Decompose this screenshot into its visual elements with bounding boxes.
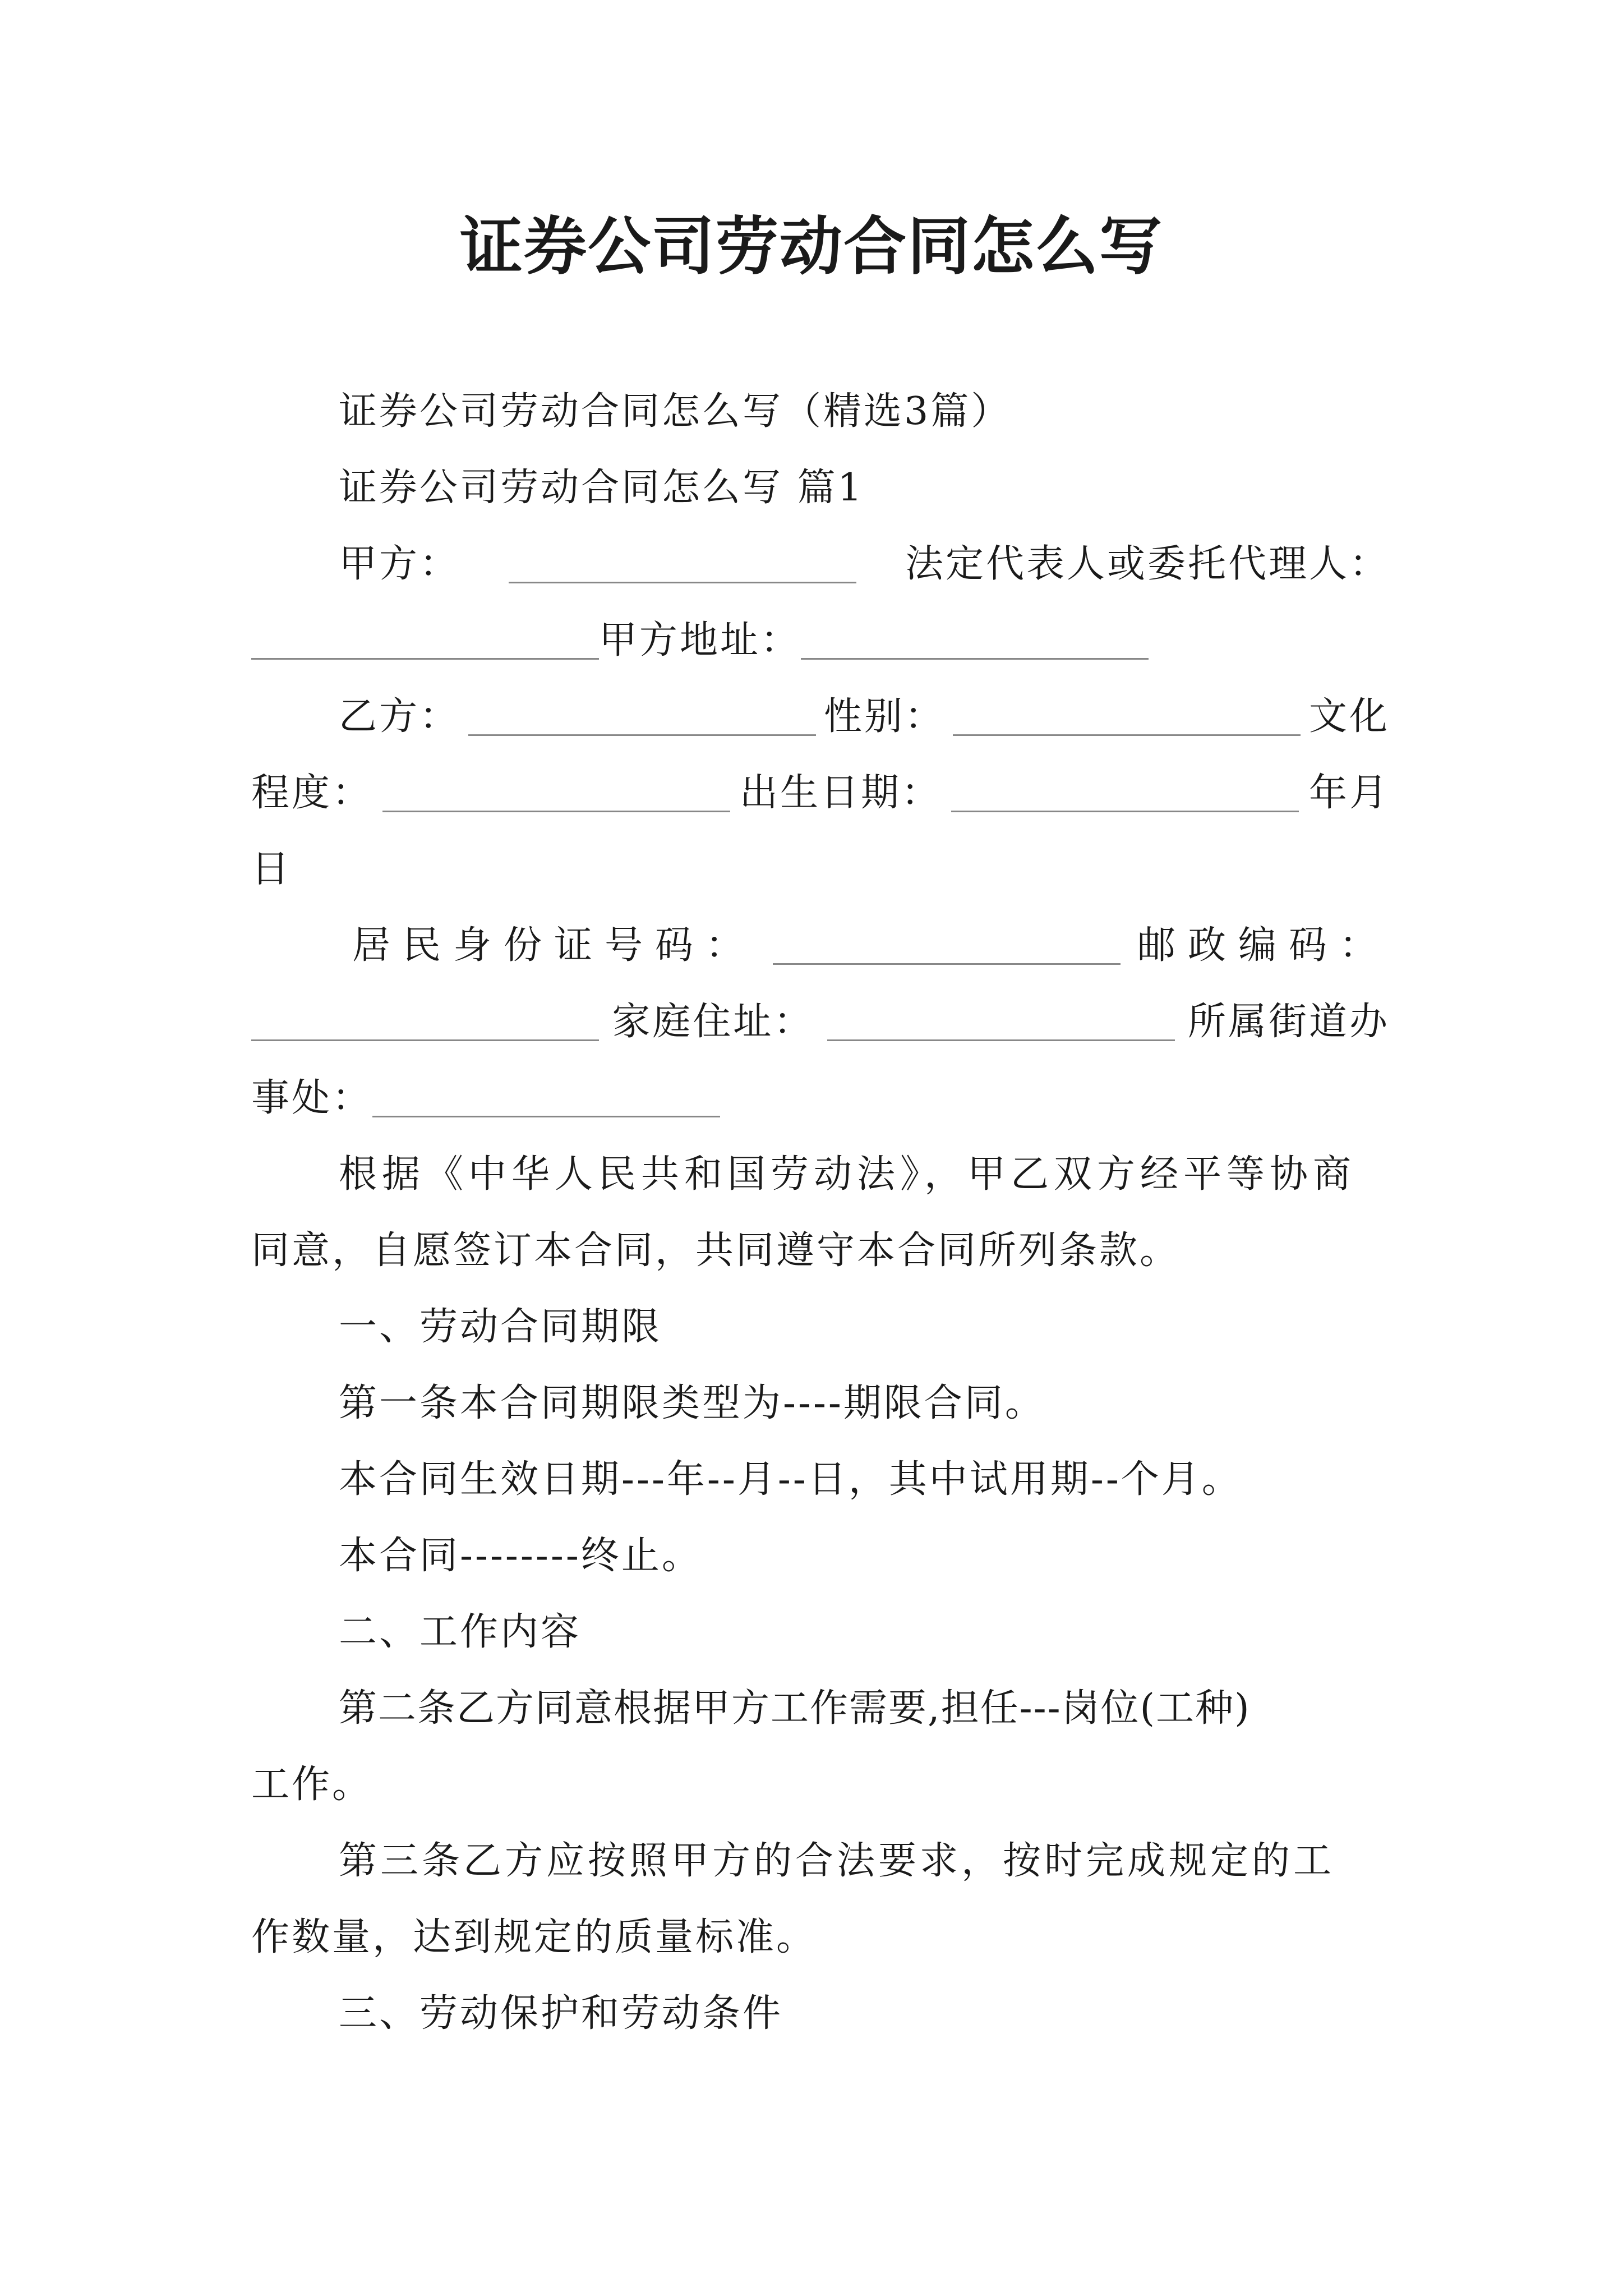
subtitle: 证券公司劳动合同怎么写（精选3篇） [339,389,1012,434]
section-heading: 一、劳动合同期限 [339,1305,662,1349]
postcode-blank[interactable] [251,1006,599,1041]
gender-blank[interactable] [953,701,1301,736]
day-line: 日 [251,847,292,891]
paragraph-line: 本合同生效日期---年--月--日，其中试用期--个月。 [339,1457,1242,1502]
home-address-line [251,1000,1390,1044]
party-a-label: 甲方： [339,542,460,586]
party-a-address-blank[interactable] [801,624,1149,660]
party-a-blank[interactable] [509,548,856,583]
id-number-blank[interactable] [773,930,1121,965]
paragraph-line: 根据《中华人民共和国劳动法》，甲乙双方经平等协商 [339,1152,1357,1197]
id-number-line [352,923,1390,968]
street-office-label-part1: 所属街道办 [1187,1000,1390,1044]
section-heading: 二、工作内容 [339,1610,582,1654]
paragraph-line: 第二条乙方同意根据甲方工作需要,担任---岗位(工种) [339,1686,1251,1731]
street-office-blank[interactable] [372,1082,720,1117]
paragraph-line: 同意，自愿签订本合同，共同遵守本合同所列条款。 [251,1228,1181,1273]
gender-label: 性别： [823,694,945,739]
paragraph-line: 第一条本合同期限类型为----期限合同。 [339,1381,1045,1425]
year-month-label: 年月 [1308,771,1390,815]
birth-date-label: 出生日期： [739,771,942,815]
section-heading: 三、劳动保护和劳动条件 [339,1991,783,2036]
education-blank[interactable] [382,777,730,812]
street-office-label-part2: 事处： [251,1076,373,1120]
paragraph-line: 第三条乙方应按照甲方的合法要求，按时完成规定的工 [339,1839,1335,1883]
party-b-line [339,694,1390,739]
education-birth-line [251,771,1390,815]
home-address-blank[interactable] [827,1006,1175,1041]
party-a-rep-label: 法定代表人或委托代理人： [905,542,1390,586]
education-label-part1: 文化 [1308,694,1390,739]
party-b-label: 乙方： [339,694,460,739]
paragraph-line: 本合同--------终止。 [339,1534,702,1578]
paragraph-line: 工作。 [251,1763,373,1807]
education-label-part2: 程度： [251,771,373,815]
section-heading: 证券公司劳动合同怎么写 篇1 [339,466,864,510]
party-b-blank[interactable] [468,701,816,736]
street-office-line [251,1076,1390,1120]
party-a-address-line [251,618,1390,662]
party-a-address-label: 甲方地址： [599,618,801,662]
birth-date-blank[interactable] [951,777,1299,812]
party-a-rep-blank[interactable] [251,624,599,660]
postcode-label: 邮政编码： [1137,923,1390,968]
id-number-label: 居民身份证号码： [352,923,757,968]
party-a-line [339,542,1390,586]
document-title: 证券公司劳动合同怎么写 [460,210,1163,283]
home-address-label: 家庭住址： [612,1000,814,1044]
paragraph-line: 作数量，达到规定的质量标准。 [251,1915,817,1959]
